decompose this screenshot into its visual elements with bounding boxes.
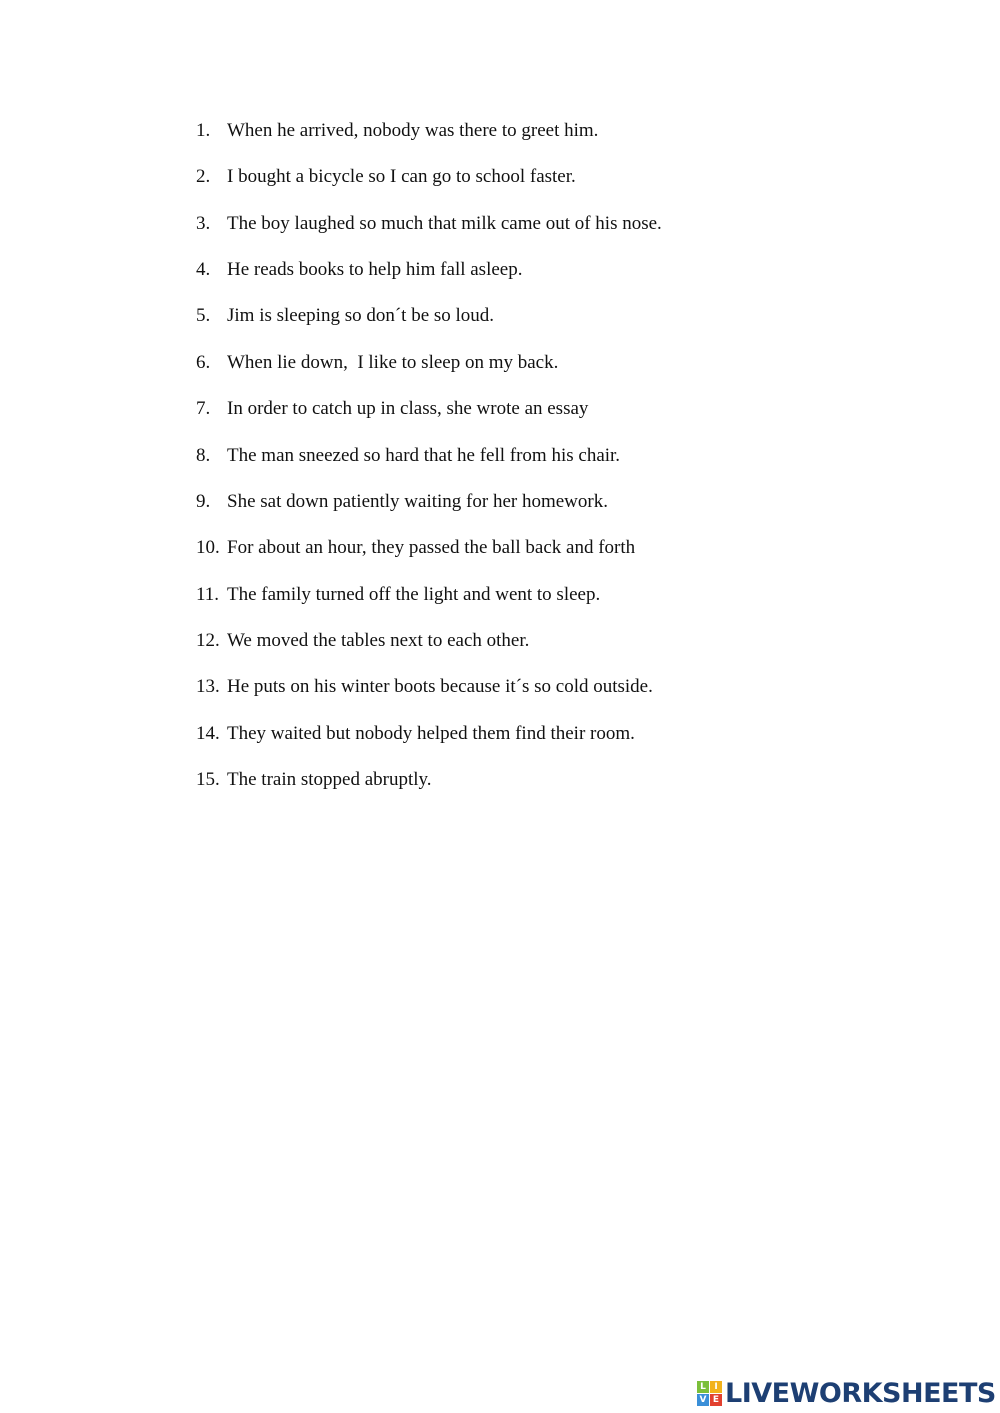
item-number: 14. bbox=[196, 722, 220, 744]
list-item bbox=[196, 211, 662, 257]
item-number: 10. bbox=[196, 537, 220, 559]
logo-cube: L bbox=[697, 1381, 709, 1393]
list-item bbox=[196, 628, 662, 674]
item-text: She sat down patiently waiting for her homework. bbox=[227, 490, 608, 512]
logo-cube: I bbox=[710, 1381, 722, 1393]
item-text: He puts on his winter boots because it´s so cold outside. bbox=[227, 676, 653, 698]
item-number: 12. bbox=[196, 629, 220, 651]
item-text: They waited but nobody helped them find their room. bbox=[227, 722, 635, 744]
item-number: 1. bbox=[196, 120, 211, 141]
list-item bbox=[196, 721, 662, 767]
item-number: 3. bbox=[196, 212, 211, 234]
item-number: 5. bbox=[196, 305, 211, 327]
list-item bbox=[196, 535, 662, 581]
item-text: The man sneezed so hard that he fell from his chair. bbox=[227, 444, 621, 466]
item-text: We moved the tables next to each other. bbox=[227, 629, 530, 651]
list-item bbox=[196, 767, 662, 813]
list-item bbox=[196, 674, 662, 720]
logo-cube: E bbox=[710, 1394, 722, 1406]
item-text: The family turned off the light and went to sleep. bbox=[227, 583, 601, 605]
liveworksheets-logo bbox=[697, 1378, 996, 1409]
list-item bbox=[196, 303, 662, 349]
item-text: In order to catch up in class, she wrote an essay bbox=[227, 398, 589, 420]
sentence-list bbox=[196, 118, 662, 813]
list-item bbox=[196, 164, 662, 210]
list-item bbox=[196, 396, 662, 442]
list-item bbox=[196, 489, 662, 535]
list-item bbox=[196, 118, 662, 164]
item-number: 8. bbox=[196, 444, 211, 466]
logo-cubes-icon bbox=[697, 1381, 722, 1406]
item-text: When lie down, I like to sleep on my back. bbox=[227, 351, 559, 373]
item-number: 11. bbox=[196, 583, 220, 605]
logo-text: LIVEWORKSHEETS bbox=[725, 1378, 996, 1409]
item-number: 13. bbox=[196, 676, 220, 698]
list-item bbox=[196, 257, 662, 303]
item-text: The boy laughed so much that milk came out of his nose. bbox=[227, 212, 662, 234]
item-number: 4. bbox=[196, 259, 211, 281]
logo-cube: V bbox=[697, 1394, 709, 1406]
list-item bbox=[196, 443, 662, 489]
item-text: When he arrived, nobody was there to greet him. bbox=[227, 120, 599, 141]
item-number: 9. bbox=[196, 490, 211, 512]
item-number: 15. bbox=[196, 769, 220, 791]
item-number: 6. bbox=[196, 351, 211, 373]
item-text: I bought a bicycle so I can go to school faster. bbox=[227, 166, 576, 188]
item-text: For about an hour, they passed the ball back and forth bbox=[227, 537, 636, 559]
item-text: The train stopped abruptly. bbox=[227, 769, 432, 791]
item-text: He reads books to help him fall asleep. bbox=[227, 259, 523, 281]
item-number: 2. bbox=[196, 166, 211, 188]
item-number: 7. bbox=[196, 398, 211, 420]
item-text: Jim is sleeping so don´t be so loud. bbox=[227, 305, 495, 327]
list-item bbox=[196, 582, 662, 628]
list-item bbox=[196, 350, 662, 396]
